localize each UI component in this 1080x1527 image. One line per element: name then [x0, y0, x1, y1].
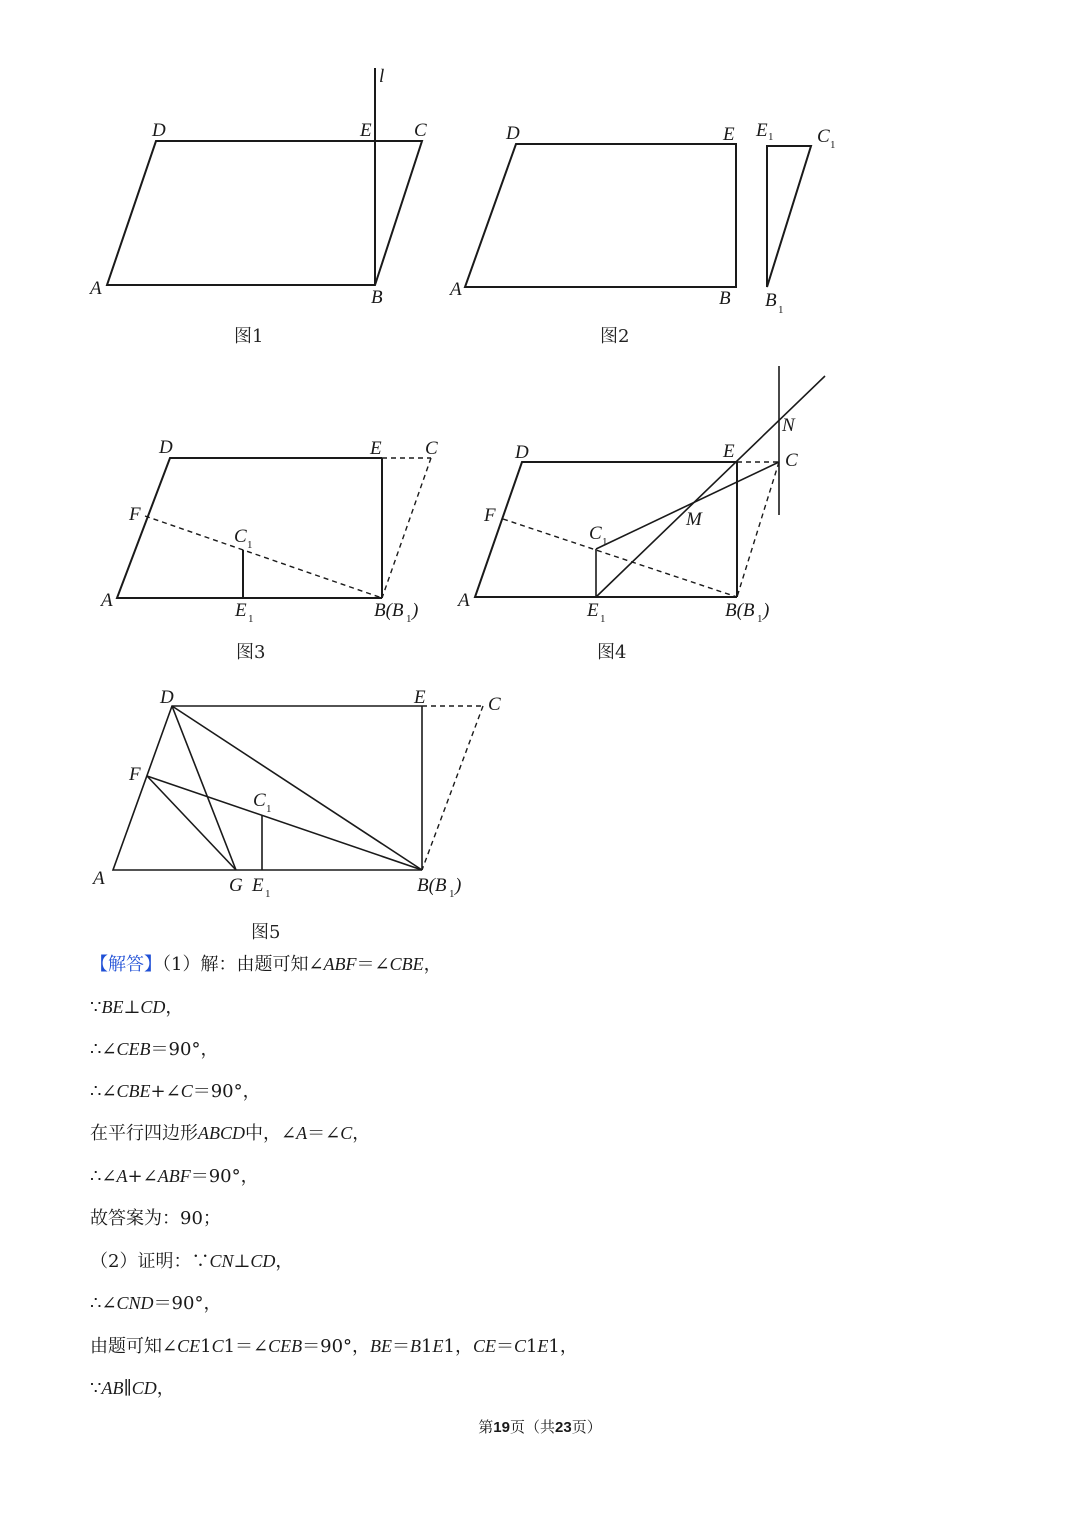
page-footer: 第19页（共23页） [478, 1418, 602, 1436]
fig3-label-BB1: B(B [374, 600, 404, 621]
fig2-label-C1: C [817, 126, 830, 147]
fig5-label-E1: E [252, 875, 264, 896]
figure-4 [456, 366, 825, 663]
fig2-caption: 图2 [600, 326, 630, 347]
fig1-caption: 图1 [234, 326, 264, 347]
solution-line-6: ∴∠A+∠ABF＝90°， [90, 1166, 259, 1187]
fig4-dash-FB [503, 519, 737, 597]
fig1-label-C: C [414, 120, 427, 141]
fig2-triangle [767, 146, 811, 287]
fig2-sub-E1: 1 [768, 131, 774, 143]
fig4-dash-CB [737, 462, 779, 597]
figure-5 [91, 687, 501, 943]
fig1-label-l: l [379, 66, 385, 87]
fig4-label-N: N [782, 415, 795, 436]
fig5-line-FB [147, 776, 422, 870]
fig4-label-M: M [686, 509, 702, 530]
fig5-label-C: C [488, 694, 501, 715]
solution-line-10: 由题可知∠CE1C1＝∠CEB＝90°，BE＝B1E1，CE＝C1E1， [90, 1336, 578, 1357]
fig2-sub-B1: 1 [778, 304, 784, 316]
fig4-sub-C1: 1 [602, 536, 608, 548]
fig3-dash-FB [145, 516, 382, 598]
fig3-label-F: F [129, 504, 141, 525]
fig4-label-BB1-close: ) [763, 600, 770, 621]
fig2-label-D: D [506, 123, 520, 144]
fig4-line-C1C [596, 462, 779, 549]
fig5-line-DB [172, 706, 422, 870]
fig3-label-E: E [370, 438, 382, 459]
fig2-label-E1: E [756, 120, 768, 141]
fig2-label-B: B [719, 288, 731, 309]
fig3-label-A: A [101, 590, 113, 611]
fig5-label-E: E [414, 687, 426, 708]
fig5-label-G: G [229, 875, 243, 896]
fig3-label-BB1-close: ) [412, 600, 419, 621]
fig5-label-BB1-close: ) [455, 875, 462, 896]
fig5-label-A: A [93, 868, 105, 889]
page-total: 23 [555, 1419, 572, 1436]
answer-tag: 【解答】 [90, 954, 162, 975]
fig4-label-E1: E [587, 600, 599, 621]
fig3-sub-E1: 1 [248, 613, 254, 625]
solution-line-8: （2）证明：∵CN⊥CD， [90, 1251, 294, 1272]
figure-1 [88, 66, 427, 347]
fig5-label-BB1: B(B [417, 875, 447, 896]
fig3-label-C: C [425, 438, 438, 459]
fig2-shape [465, 144, 736, 287]
solution-line-9: ∴∠CND＝90°， [90, 1293, 222, 1314]
fig4-label-BB1: B(B [725, 600, 755, 621]
fig3-shape [117, 458, 382, 598]
fig1-label-B: B [371, 287, 383, 308]
fig5-line-FG [147, 776, 236, 870]
solution-line-1: 【解答】（1）解：由题可知∠ABF＝∠CBE， [90, 954, 442, 975]
fig4-sub-E1: 1 [600, 613, 606, 625]
fig4-label-D: D [515, 442, 529, 463]
fig2-label-E: E [723, 124, 735, 145]
page-number: 19 [493, 1419, 510, 1436]
fig3-sub-B1: 1 [406, 613, 412, 625]
fig4-line-E1N [596, 376, 825, 597]
fig5-label-D: D [160, 687, 174, 708]
fig5-caption: 图5 [251, 922, 281, 943]
solution-line-5: 在平行四边形ABCD中，∠A＝∠C， [90, 1123, 371, 1144]
fig3-caption: 图3 [236, 642, 266, 663]
solution-line-3: ∴∠CEB＝90°， [90, 1039, 219, 1060]
figure-3 [99, 437, 438, 663]
fig4-label-E: E [723, 441, 735, 462]
fig5-label-C1: C [253, 790, 266, 811]
fig5-sub-C1: 1 [266, 803, 272, 815]
fig2-label-A: A [450, 279, 462, 300]
solution-line-4: ∴∠CBE+∠C＝90°， [90, 1081, 261, 1102]
fig3-label-D: D [159, 437, 173, 458]
fig5-label-F: F [129, 764, 141, 785]
fig4-caption: 图4 [597, 642, 627, 663]
fig1-label-E: E [360, 120, 372, 141]
fig4-label-C1: C [589, 523, 602, 544]
fig3-sub-C1: 1 [247, 539, 253, 551]
fig3-label-C1: C [234, 526, 247, 547]
fig4-label-F: F [484, 505, 496, 526]
fig3-dash-CB [382, 458, 431, 598]
solution-line-2: ∵BE⊥CD， [90, 997, 184, 1018]
figure-2 [448, 120, 836, 347]
fig1-label-A: A [90, 278, 102, 299]
fig1-label-D: D [152, 120, 166, 141]
fig4-label-C: C [785, 450, 798, 471]
fig3-label-E1: E [235, 600, 247, 621]
fig2-label-B1: B [765, 290, 777, 311]
solution-line-7: 故答案为：90； [90, 1208, 221, 1229]
fig5-dash-CB [422, 706, 483, 870]
fig2-sub-C1: 1 [830, 139, 836, 151]
fig5-sub-E1: 1 [265, 888, 271, 900]
solution-line-11: ∵AB∥CD， [90, 1378, 175, 1399]
fig5-sub-B1: 1 [449, 888, 455, 900]
fig4-sub-B1: 1 [757, 613, 763, 625]
fig4-label-A: A [458, 590, 470, 611]
